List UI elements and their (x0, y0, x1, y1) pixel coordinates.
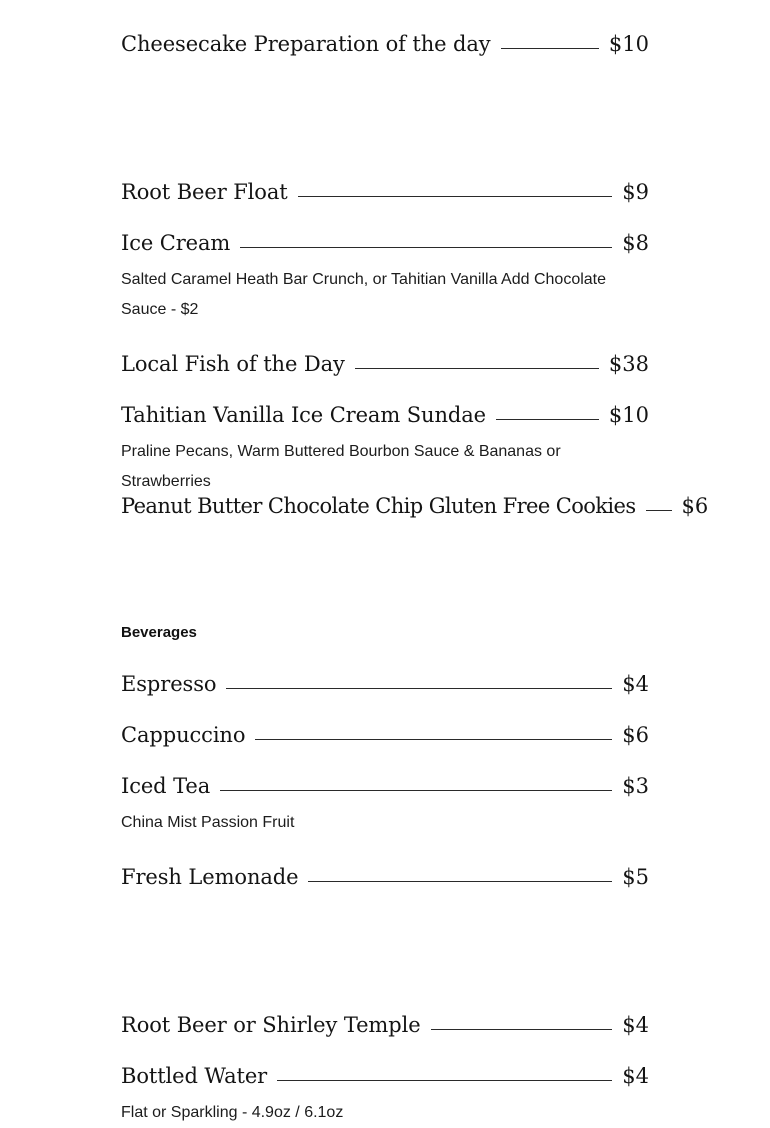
dotted-leader (355, 368, 599, 369)
item-price: $5 (622, 865, 649, 889)
menu-item-ice-cream (121, 231, 649, 255)
menu-item-pb-cookies (121, 494, 709, 518)
item-price: $4 (622, 1064, 649, 1088)
dotted-leader (277, 1080, 612, 1081)
item-description: Salted Caramel Heath Bar Crunch, or Tahitian Vanilla Add Chocolate Sauce - $2 (121, 271, 607, 318)
item-price: $9 (622, 180, 649, 204)
dotted-leader (646, 510, 672, 511)
item-price: $8 (622, 231, 649, 255)
item-description: China Mist Passion Fruit (121, 814, 295, 831)
dotted-leader (431, 1029, 613, 1030)
item-price: $38 (608, 352, 649, 376)
menu-item-bottled-water (121, 1064, 649, 1088)
menu-item-lemonade (121, 865, 649, 889)
dotted-leader (220, 790, 612, 791)
dotted-leader (298, 196, 613, 197)
item-name: Tahitian Vanilla Ice Cream Sundae (121, 403, 486, 427)
menu-item-shirley-temple (121, 1013, 649, 1037)
item-description: Flat or Sparkling - 4.9oz / 6.1oz (121, 1104, 344, 1121)
item-name: Root Beer Float (121, 180, 288, 204)
dotted-leader (240, 247, 612, 248)
item-name: Iced Tea (121, 774, 211, 798)
menu-item-sundae (121, 403, 649, 427)
menu-item-cheesecake (121, 32, 649, 56)
section-heading-beverages: Beverages (121, 624, 197, 641)
item-name: Local Fish of the Day (121, 352, 345, 376)
item-price: $3 (622, 774, 649, 798)
item-price: $6 (681, 494, 709, 518)
item-name: Cappuccino (121, 723, 246, 747)
item-name: Espresso (121, 672, 217, 696)
menu-item-cappuccino (121, 723, 649, 747)
menu-item-local-fish (121, 352, 649, 376)
menu-item-root-beer-float (121, 180, 649, 204)
item-name: Bottled Water (121, 1064, 268, 1088)
item-name: Ice Cream (121, 231, 231, 255)
item-price: $4 (622, 672, 649, 696)
dotted-leader (255, 739, 612, 740)
item-description: Praline Pecans, Warm Buttered Bourbon Sauce & Bananas or Strawberries (121, 443, 561, 490)
item-name: Cheesecake Preparation of the day (121, 32, 491, 56)
dotted-leader (501, 48, 599, 49)
item-price: $6 (622, 723, 649, 747)
dotted-leader (496, 419, 599, 420)
item-name: Fresh Lemonade (121, 865, 299, 889)
dotted-leader (308, 881, 612, 882)
item-price: $10 (608, 403, 649, 427)
menu-item-iced-tea (121, 774, 649, 798)
menu-item-espresso (121, 672, 649, 696)
item-price: $4 (622, 1013, 649, 1037)
dotted-leader (226, 688, 612, 689)
item-name: Peanut Butter Chocolate Chip Gluten Free Cookies (121, 494, 636, 518)
item-price: $10 (608, 32, 649, 56)
item-name: Root Beer or Shirley Temple (121, 1013, 421, 1037)
